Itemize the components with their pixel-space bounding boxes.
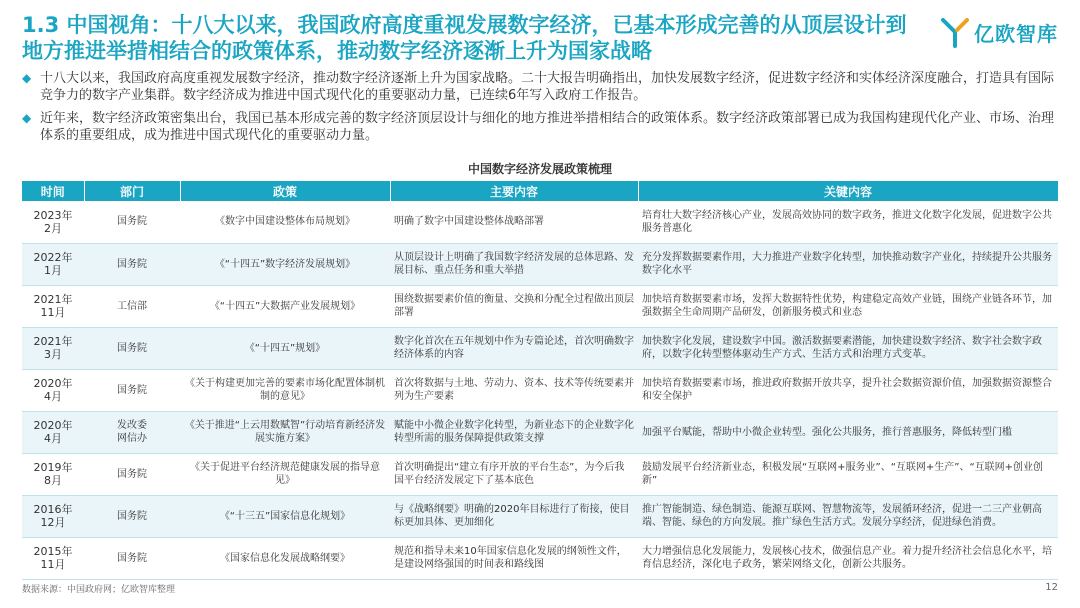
cell-dept: 国务院 [84,327,180,369]
cell-key: 推广智能制造、绿色制造、能源互联网、智慧物流等，发展循环经济，促进一二三产业朝高端、智能、绿色的方向发展。推广绿色生活方式。发展分享经济，促进绿色消费。 [638,495,1058,537]
diamond-bullet-icon: ◆ [22,111,32,125]
cell-dept: 国务院 [84,495,180,537]
table-row [22,243,1058,285]
table-row [22,327,1058,369]
cell-key: 充分发挥数据要素作用，大力推进产业数字化转型，加快推动数字产业化，持续提升公共服务数字化水平 [638,243,1058,285]
cell-time: 2021年 3月 [22,327,84,369]
table-row [22,411,1058,453]
cell-main: 赋能中小微企业数字化转型，为新业态下的企业数字化转型所需的服务保障提供政策支撑 [390,411,638,453]
cell-time: 2015年 11月 [22,537,84,579]
cell-time: 2016年 12月 [22,495,84,537]
cell-main: 规范和指导未来10年国家信息化发展的纲领性文件，是建设网络强国的时间表和路线图 [390,537,638,579]
data-source: 数据来源：中国政府网；亿欧智库整理 [22,585,176,595]
bullet-item [22,110,1058,144]
cell-main: 首次将数据与土地、劳动力、资本、技术等传统要素并列为生产要素 [390,369,638,411]
cell-key: 加强平台赋能，帮助中小微企业转型。强化公共服务，推行普惠服务，降低转型门槛 [638,411,1058,453]
cell-main: 首次明确提出“建立有序开放的平台生态”，为今后我国平台经济发展定下了基本底色 [390,453,638,495]
cell-key: 加快培育数据要素市场，推进政府数据开放共享，提升社会数据资源价值，加强数据资源整合和安全保护 [638,369,1058,411]
cell-time: 2020年 4月 [22,411,84,453]
header-key: 关键内容 [638,181,1058,201]
cell-policy: 《关于构建更加完善的要素市场化配置体制机制的意见》 [180,369,390,411]
cell-key: 加快数字化发展，建设数字中国。激活数据要素潜能，加快建设数字经济、数字社会数字政府，以数字化转型整体驱动生产方式、生活方式和治理方式变革。 [638,327,1058,369]
cell-policy: 《关于促进平台经济规范健康发展的指导意见》 [180,453,390,495]
policy-table [22,181,1059,580]
header-policy: 政策 [180,181,390,201]
cell-policy: 《“十三五”国家信息化规划》 [180,495,390,537]
cell-dept: 国务院 [84,453,180,495]
bullet-text: 十八大以来，我国政府高度重视发展数字经济，推动数字经济逐渐上升为国家战略。二十大报告明确指出，加快发展数字经济，促进数字经济和实体经济深度融合，打造具有国际竞争力的数字产业集群。数字经济成为推进中国式现代化的重要驱动力量，已连续6年写入政府工作报告。 [40,71,1055,103]
table-row [22,453,1058,495]
cell-policy: 《数字中国建设整体布局规划》 [180,201,390,243]
cell-key: 培育壮大数字经济核心产业，发展高效协同的数字政务，推进文化数字化发展，促进数字公共服务普惠化 [638,201,1058,243]
cell-key: 大力增强信息化发展能力，发展核心技术，做强信息产业。着力提升经济社会信息化水平，培育信息经济，深化电子政务，繁荣网络文化，创新公共服务。 [638,537,1058,579]
bullet-text: 近年来，数字经济政策密集出台，我国已基本形成完善的数字经济顶层设计与细化的地方推进举措相结合的政策体系。数字经济政策部署已成为我国构建现代化产业、市场、治理体系的重要组成，成为推进中国式现代化的重要驱动力量。 [40,111,1055,143]
table-row [22,201,1058,243]
cell-key: 鼓励发展平台经济新业态，积极发展“互联网+服务业”、“互联网+生产”、“互联网+创业创新” [638,453,1058,495]
yiou-logo-icon [940,16,970,48]
cell-main: 从顶层设计上明确了我国数字经济发展的总体思路、发展目标、重点任务和重大举措 [390,243,638,285]
cell-dept: 国务院 [84,369,180,411]
cell-time: 2020年 4月 [22,369,84,411]
cell-dept: 国务院 [84,201,180,243]
brand-logo [940,16,1058,48]
header-main: 主要内容 [390,181,638,201]
cell-dept: 工信部 [84,285,180,327]
cell-dept: 国务院 [84,537,180,579]
cell-policy: 《国家信息化发展战略纲要》 [180,537,390,579]
logo-text: 亿欧智库 [974,21,1058,46]
table-row [22,537,1058,579]
cell-main: 数字化首次在五年规划中作为专篇论述，首次明确数字经济体系的内容 [390,327,638,369]
cell-dept: 国务院 [84,243,180,285]
cell-main: 围绕数据要素价值的衡量、交换和分配全过程做出顶层部署 [390,285,638,327]
cell-time: 2021年 11月 [22,285,84,327]
header-time: 时间 [22,181,84,201]
cell-dept: 发改委 网信办 [84,411,180,453]
diamond-bullet-icon: ◆ [22,71,32,85]
bullet-list [22,70,1058,150]
header-dept: 部门 [84,181,180,201]
cell-time: 2019年 8月 [22,453,84,495]
table-row [22,285,1058,327]
table-title: 中国数字经济发展政策梳理 [467,162,612,176]
cell-policy: 《“十四五”数字经济发展规划》 [180,243,390,285]
cell-policy: 《“十四五”大数据产业发展规划》 [180,285,390,327]
page-number: 12 [1045,582,1058,593]
cell-policy: 《“十四五”规划》 [180,327,390,369]
table-row [22,495,1058,537]
page-title: 1.3 中国视角：十八大以来，我国政府高度重视发展数字经济，已基本形成完善的从顶层设计到地方推进举措相结合的政策体系，推动数字经济逐渐上升为国家战略 [22,13,907,63]
cell-main: 与《战略纲要》明确的2020年目标进行了衔接，使目标更加具体、更加细化 [390,495,638,537]
table-header-row [22,181,1058,201]
cell-time: 2022年 1月 [22,243,84,285]
bullet-item [22,70,1058,104]
cell-policy: 《关于推进“上云用数赋智”行动培育新经济发展实施方案》 [180,411,390,453]
cell-main: 明确了数字中国建设整体战略部署 [390,201,638,243]
cell-time: 2023年 2月 [22,201,84,243]
cell-key: 加快培育数据要素市场，发挥大数据特性优势，构建稳定高效产业链，围绕产业链各环节，加强数据全生命周期产品研发，创新服务模式和业态 [638,285,1058,327]
table-row [22,369,1058,411]
